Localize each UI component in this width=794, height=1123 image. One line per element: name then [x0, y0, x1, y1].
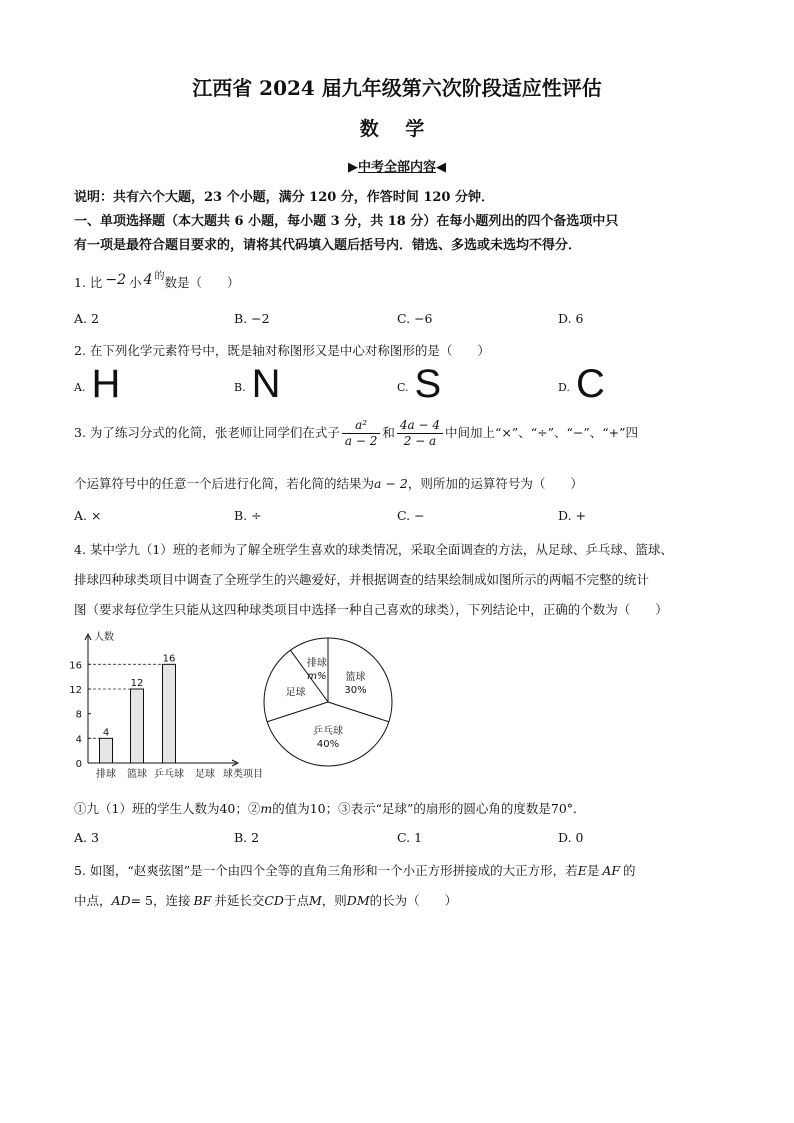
x-tick-label: 乒乓球: [154, 769, 184, 780]
pie-pct-篮球: 30%: [344, 685, 367, 697]
q1-option-b: B. −2: [234, 311, 270, 326]
pie-label-排球: 排球: [306, 657, 327, 669]
q1-option-a: A. 2: [74, 311, 99, 326]
bar-乒乓球: [163, 664, 176, 763]
q4-option-a: A. 3: [74, 830, 99, 845]
pie-pct-乒乓球: 40%: [316, 739, 340, 750]
pie-label-乒乓球: 乒乓球: [313, 726, 343, 737]
q1-option-d: D. 6: [558, 311, 584, 326]
q1-neg2: −2: [105, 272, 127, 288]
q2-option-b: B. N: [234, 362, 281, 406]
section1-line1: 一、单项选择题（本大题共 6 小题，每小题 3 分，共 18 分）在每小题列出的四个备选项中只: [74, 214, 619, 229]
bar-value-label: 12: [130, 678, 144, 689]
pie-chart: [248, 634, 408, 770]
y-tick-label: 16: [69, 660, 82, 672]
question-3-stem-line1: 3. 为了练习分式的化简，张老师让同学们在式子 $\frac{\text{a²}}{a - 2}$ 和 $\frac{4a - 4}{2 - a}$ 中间加上“×”、“÷”、“−”、“+”四: [74, 418, 639, 448]
y-tick-label: 12: [69, 685, 82, 696]
page-title: 江西省 2024 届九年级第六次阶段适应性评估: [192, 76, 602, 100]
y-tick-label: 0: [75, 759, 82, 770]
x-tick-label: 足球: [195, 769, 215, 780]
y-tick-label: 8: [75, 709, 82, 721]
section1-line2: 有一项是最符合题目要求的，请将其代码填入题后括号内．错选、多选或未选均不得分．: [74, 238, 582, 253]
y-tick-label: 4: [75, 734, 82, 746]
subject-title: 数 学: [359, 118, 435, 140]
q1-option-c: C. −6: [397, 311, 433, 326]
scope-right-arrow-icon: ◀: [436, 160, 446, 175]
bar-value-label: 16: [162, 653, 176, 665]
q2-option-c: C. S: [397, 362, 442, 406]
q2-symbol-h: H: [91, 362, 121, 406]
q3-option-d: D. +: [558, 508, 586, 523]
question-1-stem: 1. 比 −2 小 4 $^的$数是（ ）: [74, 271, 240, 290]
question-4-line1: 4. 某中学九（1）班的老师为了解全班学生喜欢的球类情况，采取全面调查的方法，从足球、乒乓球、篮球、: [74, 542, 673, 557]
q4-option-c: C. 1: [397, 830, 423, 845]
q3-option-a: A. ×: [74, 508, 102, 523]
q2-symbol-c: C: [575, 362, 605, 406]
question-4-line3: 图（要求每位学生只能从这四种球类项目中选择一种自己喜欢的球类），下列结论中，正确的个数为（ ）: [74, 602, 668, 617]
q4-option-b: B. 2: [234, 830, 260, 845]
q2-symbol-s: S: [414, 362, 442, 406]
pie-label-足球: 足球: [285, 687, 306, 699]
question-4-conclusions: ①九（1）班的学生人数为40；②m的值为10；③表示“足球”的扇形的圆心角的度数是70°．: [74, 801, 586, 816]
y-axis-label: 人数: [94, 632, 114, 643]
bar-排球: [100, 738, 113, 763]
q3-fraction-1: $\frac{\text{a²}}{a - 2}$: [342, 418, 380, 449]
q2-option-d: D. C: [558, 362, 605, 406]
x-tick-label: 篮球: [127, 769, 147, 780]
question-5-line2: 中点，AD= 5，连接 BF 并延长交CD于点M，则DM的长为（ ）: [74, 893, 458, 908]
q3-option-b: B. ÷: [234, 508, 262, 523]
x-tick-label: 排球: [96, 769, 116, 780]
q1-four: 4: [143, 272, 153, 288]
instructions-note: 说明：共有六个大题，23 个小题，满分 120 分，作答时间 120 分钟．: [74, 190, 494, 205]
q3-fraction-2: $\frac{4a - 4}{2 - a}$: [397, 418, 443, 449]
exam-scope: [0, 156, 794, 175]
section1-heading: [74, 212, 738, 256]
pie-label-篮球: 篮球: [345, 672, 366, 684]
q4-option-d: D. 0: [558, 830, 584, 845]
question-5-line1: 5. 如图，“赵爽弦图”是一个由四个全等的直角三角形和一个小正方形拼接成的大正方形，若E是 AF 的: [74, 863, 636, 878]
scope-left-arrow-icon: ▶: [347, 160, 358, 175]
pie-pct-排球: m%: [307, 670, 327, 682]
question-3-stem-line2: 个运算符号中的任意一个后进行化简，若化简的结果为a − 2，则所加的运算符号为（ ）: [74, 476, 583, 491]
q2-option-a: A. H: [74, 362, 121, 406]
x-axis-label: 球类项目: [223, 769, 263, 780]
bar-value-label: 4: [102, 727, 110, 739]
bar-篮球: [131, 689, 144, 763]
q2-symbol-n: N: [251, 362, 281, 406]
question-2-stem: 2. 在下列化学元素符号中，既是轴对称图形又是中心对称图形的是（ ）: [74, 343, 490, 358]
scope-text: 中考全部内容: [357, 160, 436, 175]
q3-option-c: C. −: [397, 508, 425, 523]
question-4-line2: 排球四种球类项目中调查了全班学生的兴趣爱好，并根据调查的结果绘制成如图所示的两幅不完整的统计: [74, 572, 650, 587]
